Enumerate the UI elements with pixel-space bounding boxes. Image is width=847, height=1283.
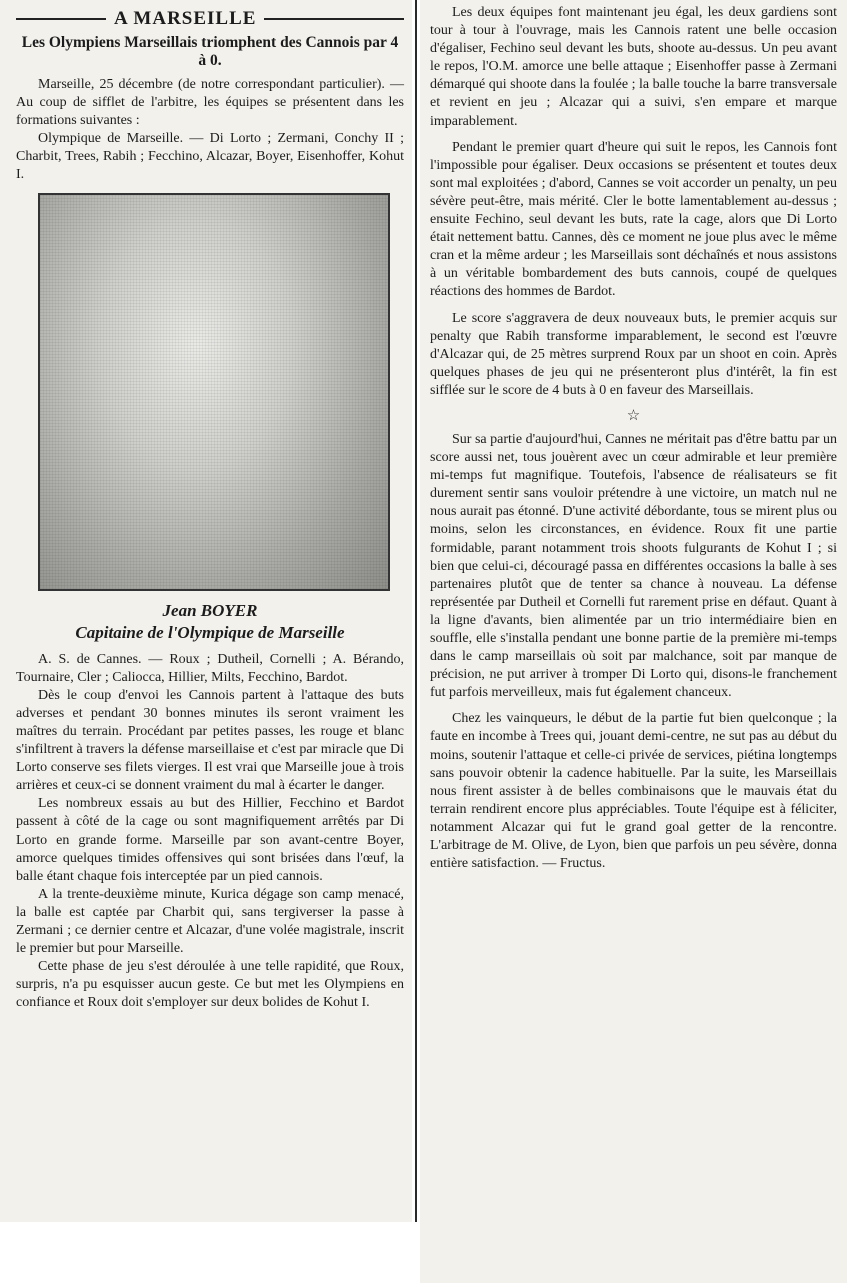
om-lineup: Olympique de Marseille. — Di Lorto ; Zermani, Conchy II ; Charbit, Trees, Rabih ; Fecchino, Alcazar, Boyer, Eisenhoffer, Kohut I. (16, 131, 404, 183)
player-photo (38, 193, 390, 591)
left-paragraph-3: A la trente-deuxième minute, Kurica dégage son camp menacé, la balle est captée par Charbit qui, sans tergiverser la passe à Zermani ; ce dernier centre et Alcazar, d'une volée magistrale, inscrit le premier but pour Marseille. (16, 886, 404, 957)
cannes-lineup: A. S. de Cannes. — Roux ; Dutheil, Cornelli ; A. Bérando, Tournaire, Cler ; Caliocca, Hillier, Milts, Fecchino, Bardot. (16, 651, 404, 685)
photo-caption-title: Capitaine de l'Olympique de Marseille (75, 622, 345, 642)
article-intro: Marseille, 25 décembre (de notre correspondant particulier). — Au coup de sifflet de l'arbitre, les équipes se présentent dans les formations suivantes : (16, 77, 404, 129)
right-paragraph-2: Pendant le premier quart d'heure qui suit le repos, les Cannois font l'impossible pour égaliser. Deux occasions se présentent et toutes deux sont mal exploitées ; d'abord, Cannes se voit accorder un penalty, un peu sévère peut-être, mais mérité. Cler le botte lamentablement au-dessus ; ensuite Fechino, seul devant les buts, rate la cage, alors que Di Lorto était nettement battu. Cannes, dès ce moment ne joue plus avec le même cran et la même ardeur ; les Marseillais sont déchaînés et nous assistons à un véritable bombardement des buts cannois, coupé de quelques réactions des hommes de Bardot. (430, 139, 837, 300)
left-paragraph-1: Dès le coup d'envoi les Cannois partent à l'attaque des buts adverses et pendant 30 bonnes minutes ils seront vraiment les maîtres du terrain. Procédant par petites passes, les rouge et blanc s'infiltrent à travers la défense marseillaise et c'est par miracle que Di Lorto conserve ses filets vierges. Il est vrai que Marseille joue à trois arrières et ceux-ci se donnent vraiment du mal à écarter le danger. (16, 687, 404, 794)
section-header (16, 8, 404, 30)
header-rule-left (16, 18, 106, 20)
spacer (430, 702, 837, 710)
header-rule-right (264, 18, 404, 20)
spacer (430, 131, 837, 139)
column-divider (415, 0, 417, 1222)
right-column (420, 0, 847, 1283)
right-paragraph-5: Chez les vainqueurs, le début de la partie fut bien quelconque ; la faute en incombe à Trees qui, jouant demi-centre, ne sut pas au début du moins, soutenir l'attaque et celle-ci privée de services, piétina longtemps sans pouvoir obtenir la cadence habituelle. Par la suite, les Marseillais nous firent assister à de belles combinaisons que le mauvais état du terrain rendirent encore plus appréciables. Toute l'équipe est à féliciter, notamment Alcazar qui fut le grand goal getter de la rencontre. L'arbitrage de M. Olive, de Lyon, bien que parfois un peu sévère, donna entière satisfaction. — Fructus. (430, 711, 837, 872)
photo-halftone (40, 195, 388, 589)
article-headline: Les Olympiens Marseillais triomphent des Cannois par 4 à 0. (21, 34, 399, 69)
left-column (0, 0, 412, 1222)
left-paragraph-4: Cette phase de jeu s'est déroulée à une telle rapidité, que Roux, surpris, n'a pu esquisser aucun geste. Ce but met les Olympiens en confiance et Roux doit s'employer sur deux bolides de Kohut I. (16, 959, 404, 1011)
left-paragraph-2: Les nombreux essais au but des Hillier, Fecchino et Bardot passent à côté de la cage ou sont magnifiquement arrêtés par Di Lorto en grande forme. Marseille par son avant-centre Boyer, amorce quelques timides offensives qui sont brisées dans l'œuf, la balle étant chaque fois interceptée par un pied cannois. (16, 796, 404, 884)
right-paragraph-1: Les deux équipes font maintenant jeu égal, les deux gardiens sont tour à tour à l'ouvrage, mais les Cannois ratent une belle occasion d'égaliser, Fechino seul devant les buts, shoote au-dessus. Un peu avant le repos, l'O.M. amorce une belle attaque ; Eisenhoffer passe à Zermani démarqué qui shoote dans la foulée ; la balle touche la barre transversale et revient en jeu ; Alcazar qui a suivi, s'en empare et marque imparablement. (430, 5, 837, 129)
spacer (430, 302, 837, 310)
photo-caption-name: Jean BOYER (162, 600, 258, 620)
section-separator-icon: ☆ (626, 407, 641, 424)
right-paragraph-4: Sur sa partie d'aujourd'hui, Cannes ne méritait pas d'être battu par un score aussi net, tous jouèrent avec un cœur admirable et leur première mi-temps fut magnifique. Toutefois, l'absence de réalisateurs se fit durement sentir sans vouloir prétendre à une victoire, un match nul ne nous aurait pas étonné. D'une activité débordante, tous se mirent plus ou moins, selon les circonstances, en évidence. Roux fit une partie formidable, parant notamment trois shoots fulgurants de Kohut I ; si bien que celui-ci, découragé passa en différentes occasions la balle à ses partenaires plutôt que de tenter sa chance à nouveau. La défense représentée par Dutheil et Cornelli fut rarement prise en défaut. Quant à la ligne d'avants, bien alimentée par un trio intermédiaire bien en souffle, elle s'installa pendant une bonne partie de la première mi-temps dans le camp marseillais où soit par malchance, soit par manque de précision, ne put arriver à tromper Di Lorto qui, disons-le franchement fut parfois merveilleux, mais fut également chanceux. (430, 431, 837, 701)
section-title: A MARSEILLE (114, 8, 257, 29)
right-paragraph-3: Le score s'aggravera de deux nouveaux buts, le premier acquis sur penalty que Rabih transforme imparablement, le second est l'œuvre d'Alcazar qui, de 25 mètres surprend Roux par un shoot en coin. Après quelques phases de jeu qui ne présenteront plus d'intérêt, la fin est sifflée sur le score de 4 buts à 0 en faveur des Marseillais. (430, 310, 837, 398)
